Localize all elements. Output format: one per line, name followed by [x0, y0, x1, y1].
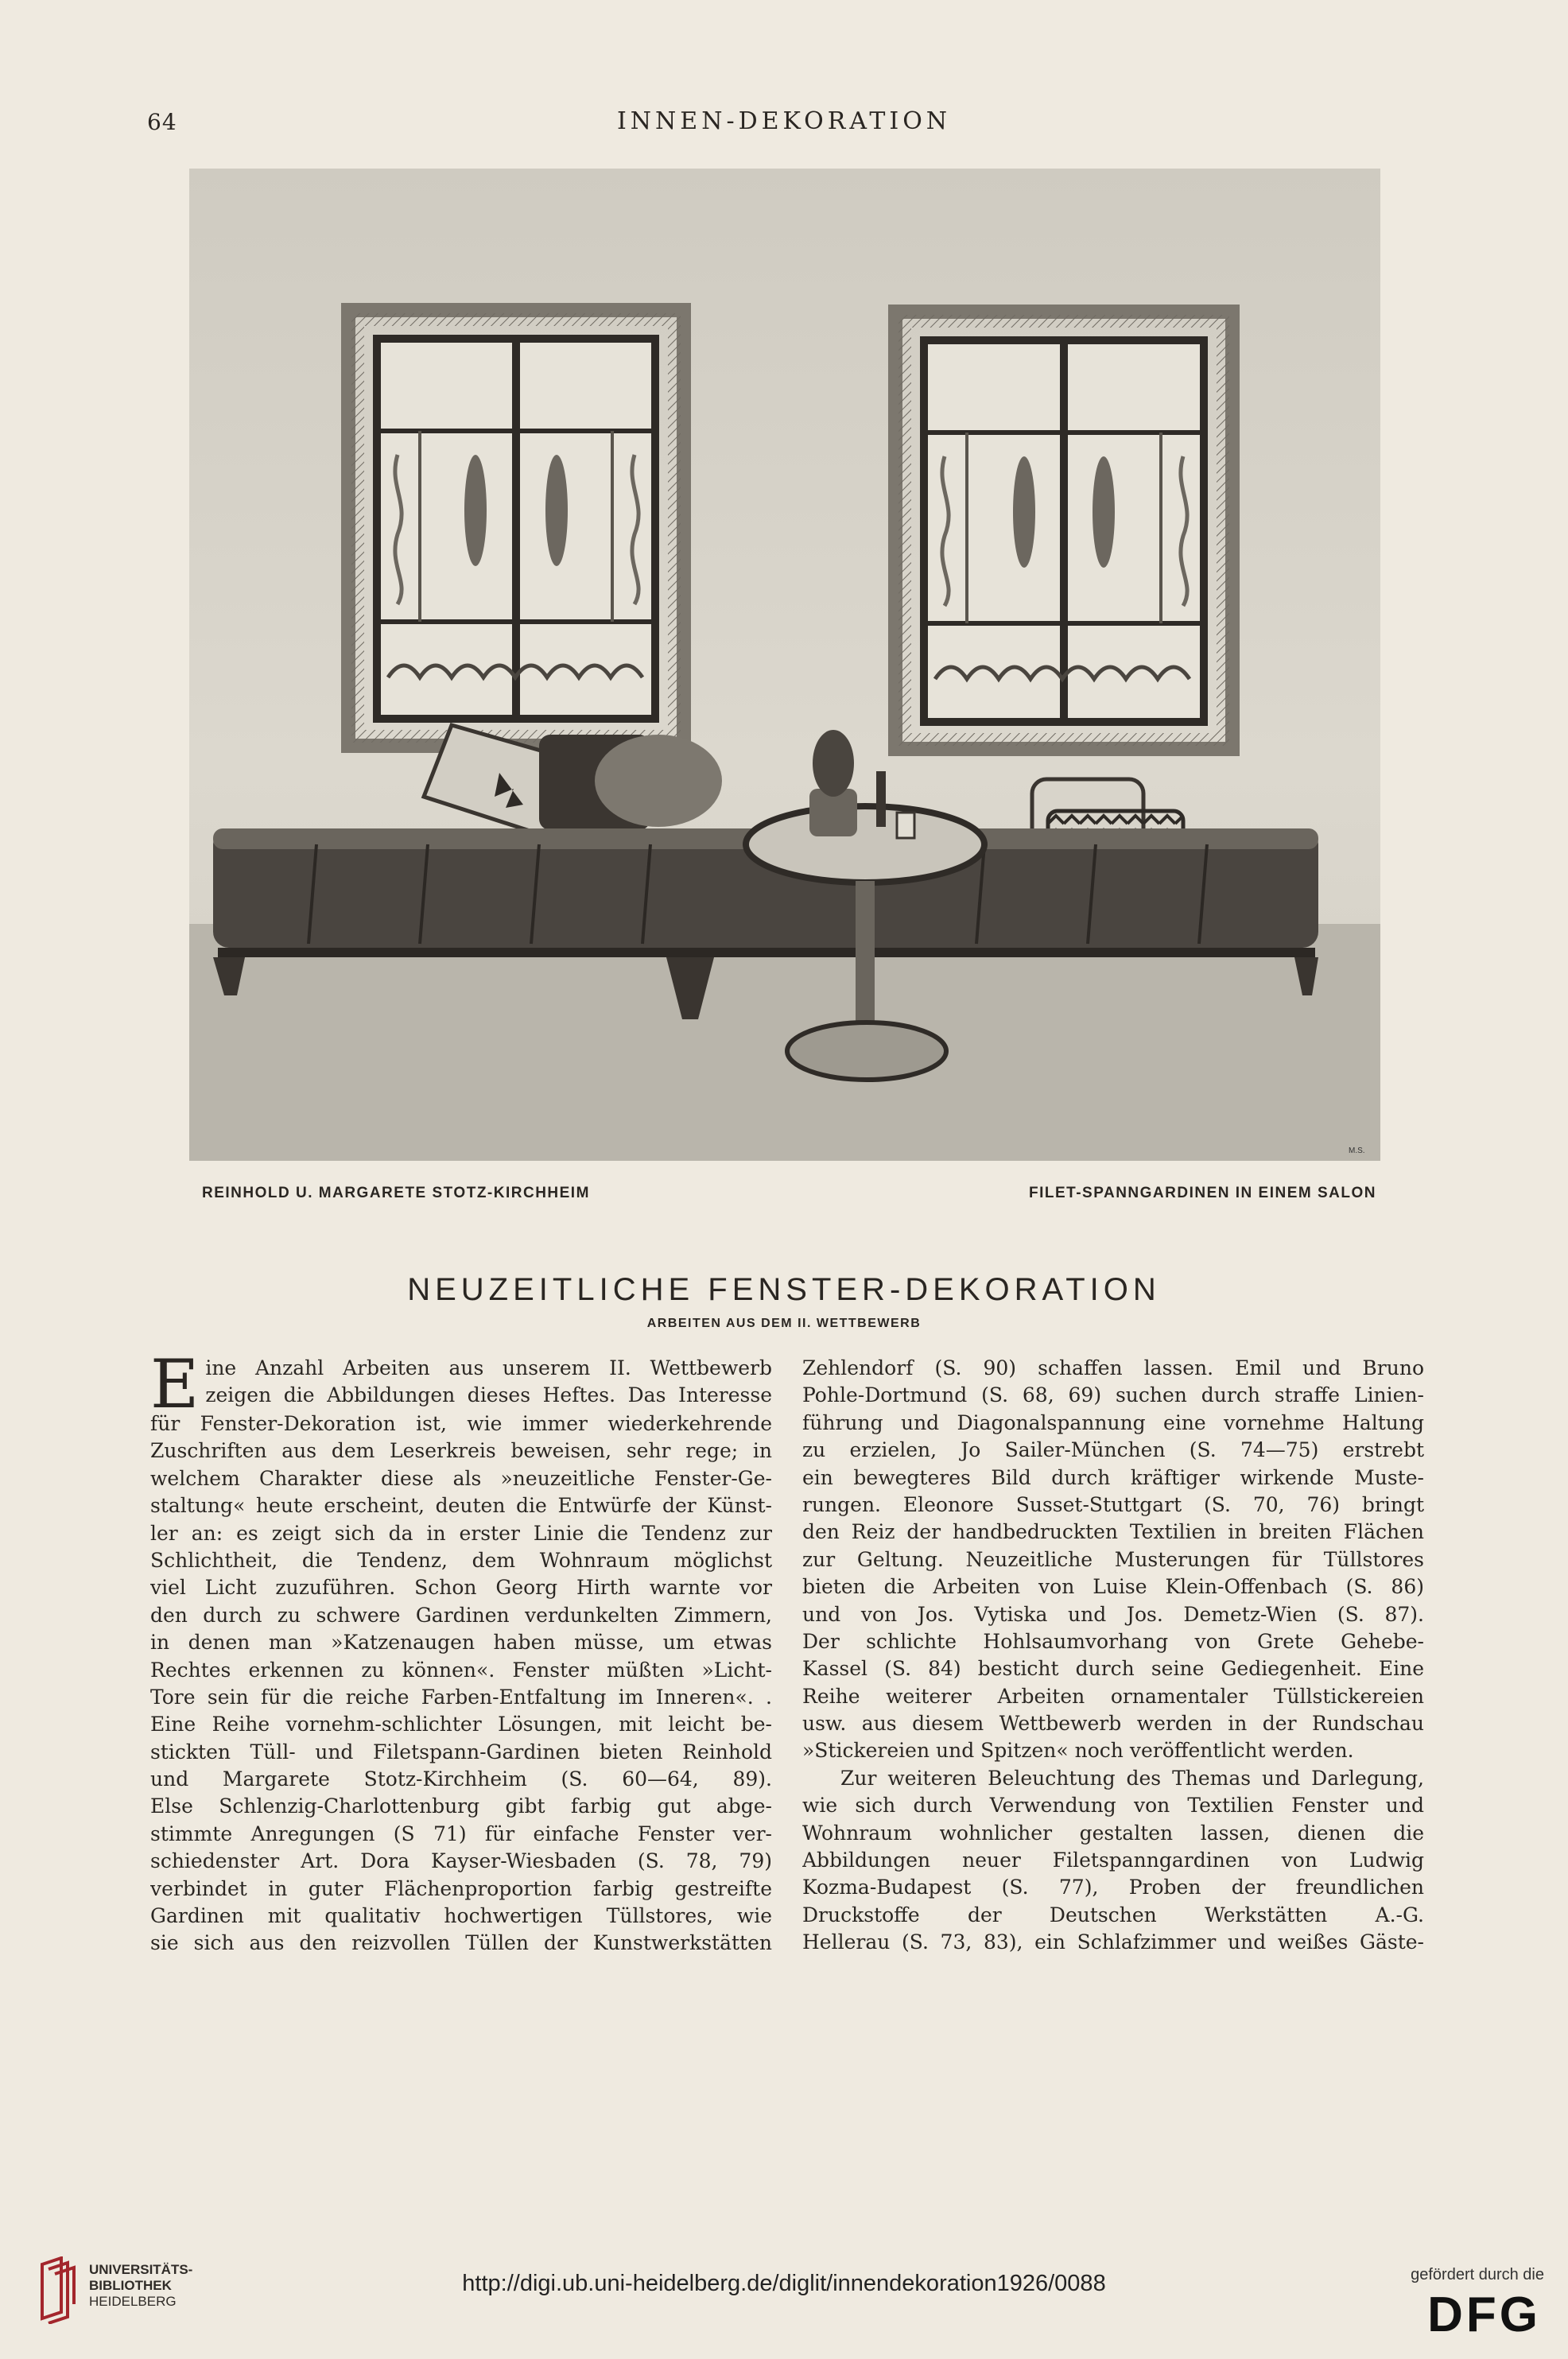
text-column-right — [802, 1355, 1424, 1957]
text-line: schiedenster Art. Dora Kayser-Wiesbaden (S. 78, 79) — [150, 1849, 772, 1873]
text-line: Schlichtheit, die Tendenz, dem Wohnraum möglichst — [150, 1548, 772, 1572]
text-line: den Reiz der handbedruckten Textilien in breiten Flächen — [802, 1520, 1424, 1544]
dfg-logo: DFG — [1427, 2287, 1541, 2342]
text-line: Druckstoffe der Deutschen Werkstätten A.-G. — [802, 1903, 1424, 1926]
text-line: Zur weiteren Beleuchtung des Themas und Darlegung, — [840, 1766, 1424, 1790]
text-line: und von Jos. Vytiska und Jos. Demetz-Wien (S. 87). — [802, 1602, 1424, 1626]
text-line: Pohle-Dortmund (S. 68, 69) suchen durch straffe Linien- — [802, 1383, 1424, 1407]
text-line: den durch zu schwere Gardinen verdunkelten Zimmern, — [150, 1603, 772, 1627]
source-url-link[interactable]: http://digi.ub.uni-heidelberg.de/diglit/innendekoration1926/0088 — [462, 2271, 1106, 2296]
text-line: Wohnraum wohnlicher gestalten lassen, dienen die — [802, 1821, 1424, 1845]
text-line: Zuschriften aus dem Leserkreis beweisen, sehr rege; in — [150, 1439, 772, 1463]
drop-capital: E — [150, 1345, 200, 1423]
text-line: staltung« heute erscheint, deuten die Entwürfe der Künst- — [150, 1494, 772, 1518]
interior-photograph — [189, 169, 1380, 1161]
funding-label: gefördert durch die — [1411, 2266, 1544, 2283]
library-line: HEIDELBERG — [89, 2294, 177, 2309]
svg-text:M.S.: M.S. — [1349, 1147, 1365, 1155]
text-line: zu erzielen, Jo Sailer-München (S. 74—75) erstrebt — [802, 1438, 1424, 1462]
text-line: zeigen die Abbildungen dieses Heftes. Das Interesse — [205, 1383, 772, 1407]
library-line: BIBLIOTHEK — [89, 2278, 172, 2293]
text-line: Zehlendorf (S. 90) schaffen lassen. Emil und Bruno — [802, 1356, 1424, 1379]
article-subtitle: ARBEITEN AUS DEM II. WETTBEWERB — [646, 1317, 922, 1330]
text-line: Hellerau (S. 73, 83), ein Schlafzimmer und weißes Gäste- — [802, 1930, 1424, 1954]
text-line: stickten Tüll- und Filetspann-Gardinen bieten Reinhold — [150, 1740, 772, 1763]
text-line: führung und Diagonalspannung eine vornehme Haltung — [802, 1410, 1424, 1434]
left-window — [348, 310, 684, 746]
text-line: Else Schlenzig-Charlottenburg gibt farbig gut abge- — [150, 1794, 772, 1818]
article-title: NEUZEITLICHE FENSTER-DEKORATION — [407, 1272, 1161, 1307]
text-line: rungen. Eleonore Susset-Stuttgart (S. 70, 76) bringt — [802, 1492, 1424, 1516]
text-line: Kassel (S. 84) besticht durch seine Gediegenheit. Eine — [802, 1657, 1424, 1681]
text-line: Rechtes erkennen zu können«. Fenster müßten »Licht- — [150, 1658, 772, 1682]
text-line: Abbildungen neuer Filetspanngardinen von Ludwig — [802, 1849, 1424, 1872]
text-line: viel Licht zuzuführen. Schon Georg Hirth warnte vor — [150, 1576, 772, 1600]
text-line: verbindet in guter Flächenproportion farbig gestreifte — [150, 1876, 772, 1900]
text-column-left — [150, 1345, 772, 1957]
text-line: ine Anzahl Arbeiten aus unserem II. Wettbewerb — [205, 1356, 772, 1379]
text-line: ein bewegteres Bild durch kräftiger wirkende Muste- — [802, 1465, 1424, 1489]
text-line: wie sich durch Verwendung von Textilien Fenster und — [802, 1794, 1424, 1818]
text-line: in denen man »Katzenaugen haben müsse, um etwas — [150, 1631, 772, 1655]
text-line: und Margarete Stotz-Kirchheim (S. 60—64, 89). — [150, 1767, 772, 1791]
text-line: welchem Charakter diese als »neuzeitliche Fenster-Ge- — [150, 1466, 772, 1490]
plate-caption-subject: FILET-SPANNGARDINEN IN EINEM SALON — [1029, 1185, 1376, 1201]
text-line: stimmte Anregungen (S 71) für einfache Fenster ver- — [150, 1822, 772, 1845]
text-line: ler an: es zeigt sich da in erster Linie die Tendenz zur — [150, 1521, 772, 1545]
page-number: 64 — [147, 109, 177, 135]
text-line: Eine Reihe vornehm-schlichter Lösungen, mit leicht be- — [150, 1713, 772, 1736]
text-line: Gardinen mit qualitativ hochwertigen Tüllstores, wie — [150, 1904, 772, 1928]
text-line: Tore sein für die reiche Farben-Entfaltung im Inneren«. . — [150, 1685, 772, 1709]
text-line: für Fenster-Dekoration ist, wie immer wiederkehrende — [150, 1412, 772, 1435]
right-window — [895, 312, 1232, 749]
text-line: sie sich aus den reizvollen Tüllen der Kunstwerkstätten — [150, 1931, 772, 1955]
library-line: UNIVERSITÄTS- — [89, 2262, 193, 2277]
text-line: Kozma-Budapest (S. 77), Proben der freundlichen — [802, 1876, 1424, 1899]
running-title: INNEN-DEKORATION — [616, 107, 952, 135]
text-line: »Stickereien und Spitzen« noch veröffentlicht werden. — [802, 1739, 1354, 1763]
plate-caption-artist: REINHOLD U. MARGARETE STOTZ-KIRCHHEIM — [202, 1185, 590, 1201]
text-line: bieten die Arbeiten von Luise Klein-Offenbach (S. 86) — [802, 1575, 1424, 1599]
text-line: Reihe weiterer Arbeiten ornamentaler Tüllstickereien — [802, 1684, 1424, 1708]
text-line: zur Geltung. Neuzeitliche Musterungen für Tüllstores — [802, 1547, 1424, 1571]
text-line: usw. aus diesem Wettbewerb werden in der Rundschau — [802, 1712, 1424, 1736]
text-line: Der schlichte Hohlsaumvorhang von Grete Gehebe- — [802, 1629, 1424, 1653]
